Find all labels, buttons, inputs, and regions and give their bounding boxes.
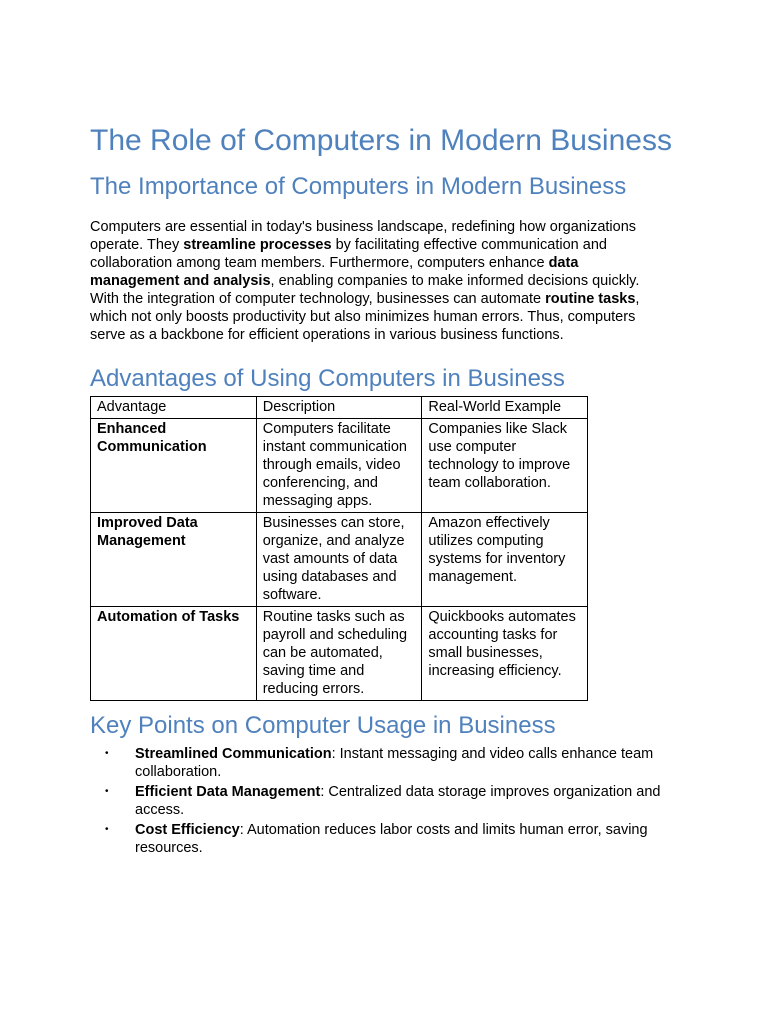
table-row — [91, 607, 588, 701]
key-point-text: : Centralized data storage improves organization and access. — [135, 784, 661, 818]
emphasis-text: routine tasks — [545, 291, 636, 307]
advantage-name: Improved Data Management — [97, 515, 198, 549]
paragraph-text: , which not only boosts productivity but also minimizes human errors. Thus, computers serve as a backbone for efficient operations in various business functions. — [90, 291, 640, 343]
table-header-row — [91, 397, 588, 419]
description-cell: Businesses can store, organize, and analyze vast amounts of data using databases and software. — [256, 513, 422, 607]
emphasis-text: data management and analysis — [90, 255, 579, 289]
table-row — [91, 419, 588, 513]
importance-paragraph — [90, 218, 670, 344]
paragraph-text: , enabling companies to make informed decisions quickly. With the integration of computer technology, businesses can automate — [90, 273, 640, 307]
list-item — [90, 783, 685, 819]
bullet-icon: • — [105, 786, 109, 797]
list-item — [90, 821, 685, 857]
example-cell: Quickbooks automates accounting tasks for small businesses, increasing efficiency. — [422, 607, 588, 701]
bullet-icon: • — [105, 748, 109, 759]
column-header-advantage: Advantage — [91, 397, 257, 419]
importance-heading: The Importance of Computers in Modern Business — [90, 173, 627, 200]
advantages-heading: Advantages of Using Computers in Business — [90, 365, 565, 392]
advantage-cell — [91, 607, 257, 701]
document-title: The Role of Computers in Modern Business — [90, 124, 672, 157]
advantages-table — [90, 396, 588, 701]
document-page — [90, 123, 690, 859]
paragraph-text: by facilitating effective communication and collaboration among team members. Furthermore, computers enhance — [90, 237, 607, 271]
example-cell: Companies like Slack use computer technology to improve team collaboration. — [422, 419, 588, 513]
column-header-example: Real-World Example — [422, 397, 588, 419]
advantage-cell — [91, 419, 257, 513]
key-point-text: : Automation reduces labor costs and limits human error, saving resources. — [135, 822, 648, 856]
table-row — [91, 513, 588, 607]
example-cell: Amazon effectively utilizes computing systems for inventory management. — [422, 513, 588, 607]
key-points-heading: Key Points on Computer Usage in Business — [90, 712, 556, 739]
emphasis-text: streamline processes — [183, 237, 332, 253]
column-header-description: Description — [256, 397, 422, 419]
key-point-term: Efficient Data Management — [135, 784, 321, 800]
key-point-term: Cost Efficiency — [135, 822, 240, 838]
bullet-icon: • — [105, 824, 109, 835]
description-cell: Routine tasks such as payroll and scheduling can be automated, saving time and reducing errors. — [256, 607, 422, 701]
key-points-list — [90, 745, 690, 857]
description-cell: Computers facilitate instant communication through emails, video conferencing, and messaging apps. — [256, 419, 422, 513]
advantage-name: Automation of Tasks — [97, 609, 240, 625]
advantage-name: Enhanced Communication — [97, 421, 207, 455]
list-item — [90, 745, 685, 781]
key-point-text: : Instant messaging and video calls enhance team collaboration. — [135, 746, 654, 780]
key-point-term: Streamlined Communication — [135, 746, 332, 762]
advantage-cell — [91, 513, 257, 607]
paragraph-text: Computers are essential in today's business landscape, redefining how organizations operate. They — [90, 219, 637, 253]
